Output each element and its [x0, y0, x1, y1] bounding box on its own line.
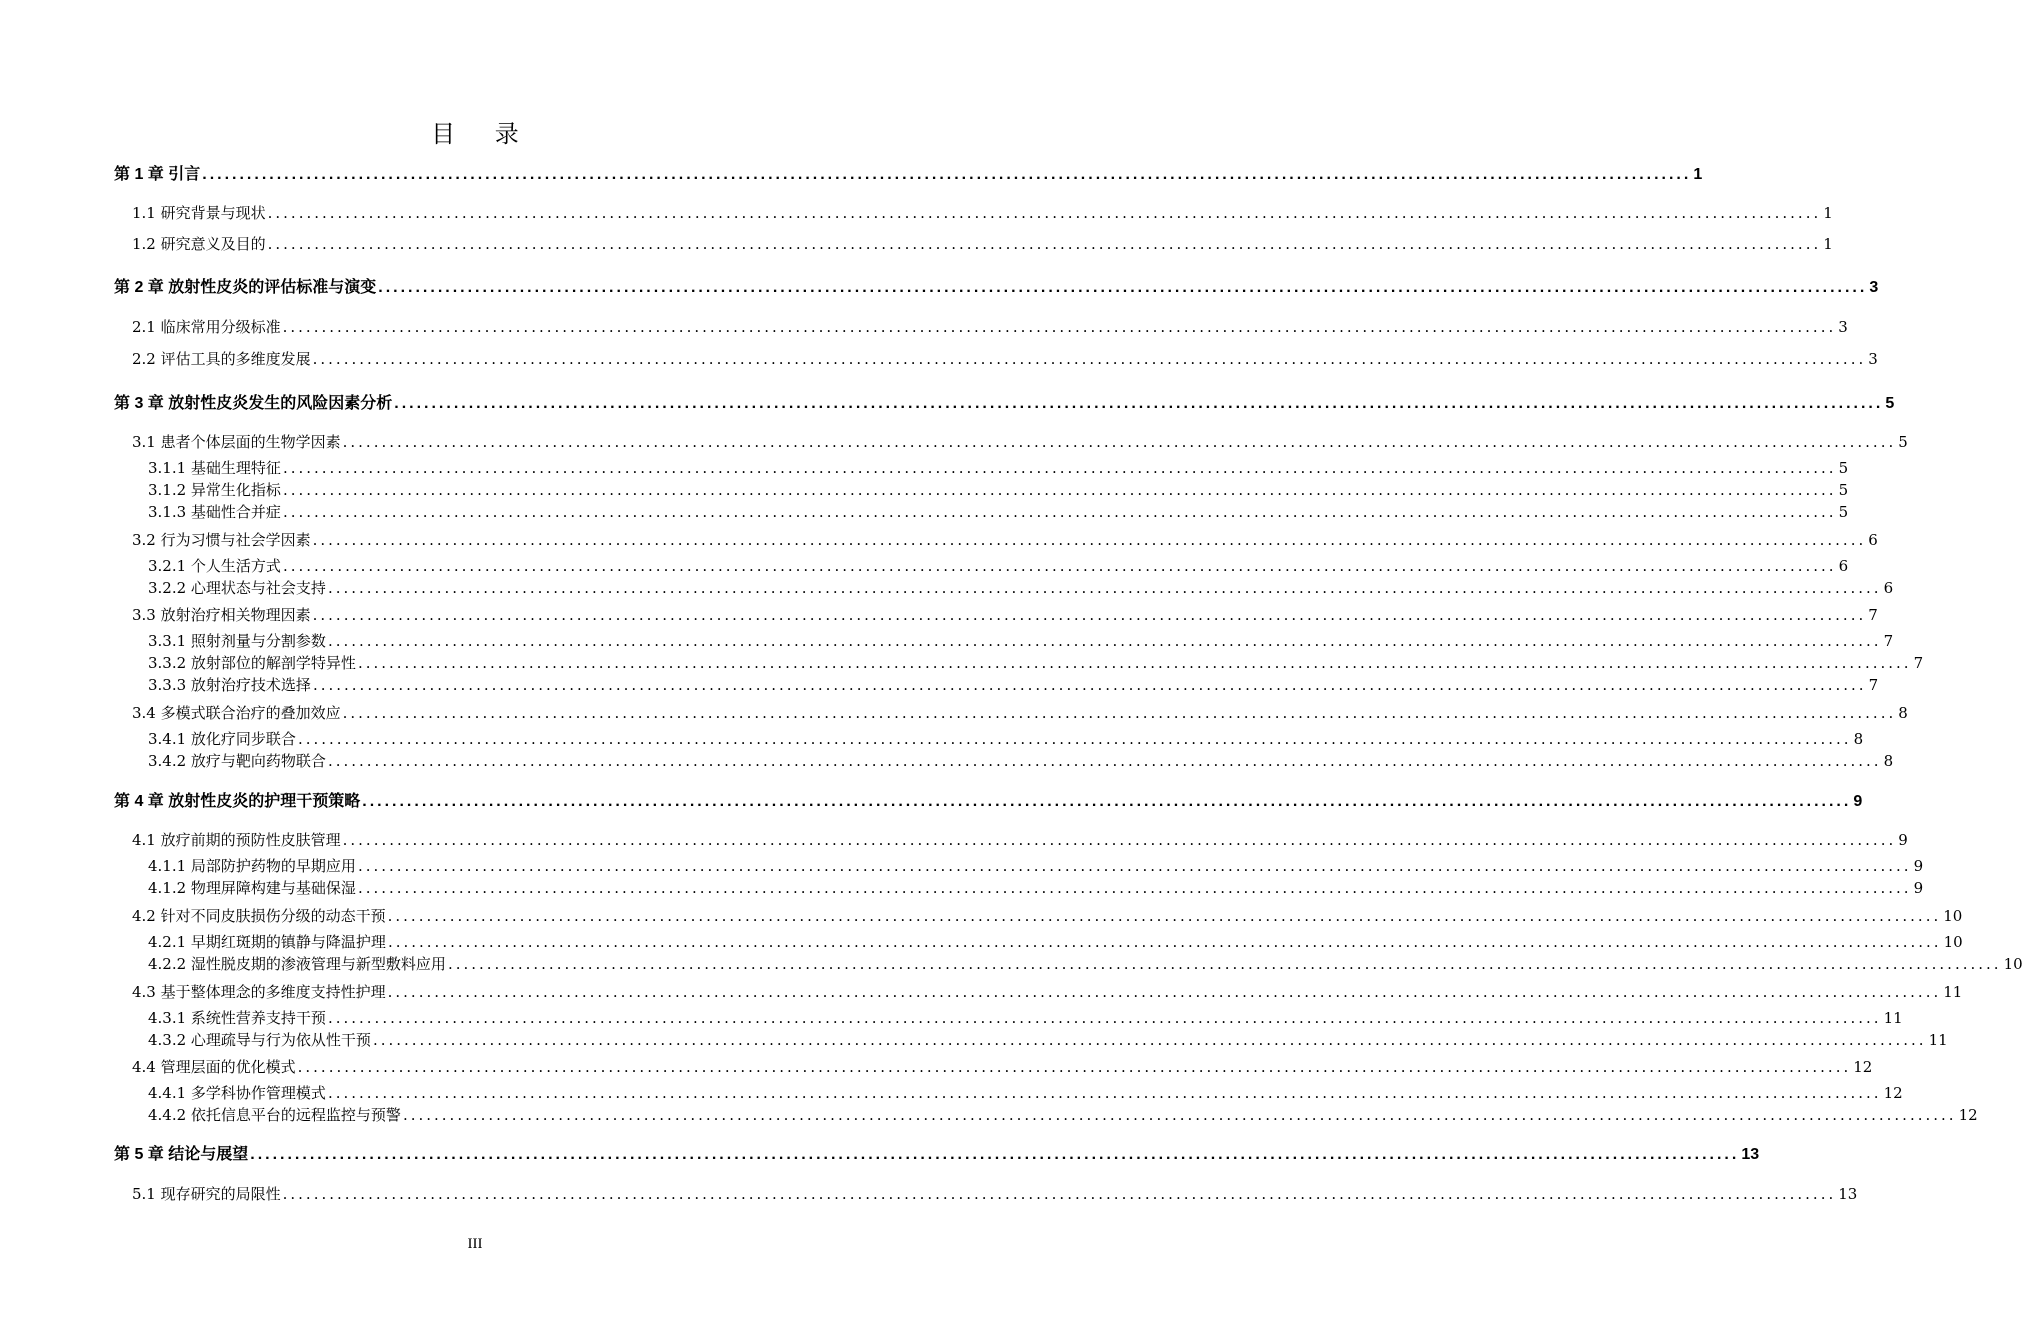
toc-leader-dots: ........................................................................................................................................................................................................ [312, 350, 1867, 368]
toc-entry-level2[interactable] [132, 1056, 1873, 1077]
toc-entry-page-number: 12 [1883, 1084, 1903, 1102]
toc-leader-dots: ........................................................................................................................................................................................................ [312, 531, 1867, 549]
toc-entry-label: 第 4 章 放射性皮炎的护理干预策略 [114, 793, 361, 810]
toc-entry-label: 2.2 评估工具的多维度发展 [132, 350, 311, 368]
toc-entry-level3[interactable] [148, 501, 1849, 522]
toc-entry-page-number: 5 [1898, 433, 1908, 451]
toc-entry-page-number: 10 [1943, 933, 1963, 951]
page-title: 目 录 [431, 120, 535, 148]
toc-entry-page-number: 6 [1883, 579, 1894, 597]
toc-entry-level3[interactable] [148, 1082, 1903, 1103]
toc-entry-page-number: 11 [1943, 983, 1963, 1001]
toc-entry-label: 第 1 章 引言 [114, 166, 201, 183]
toc-entry-page-number: 6 [1838, 557, 1849, 575]
toc-entry-page-number: 7 [1913, 654, 1924, 672]
toc-entry-level3[interactable] [148, 1029, 1948, 1050]
toc-leader-dots: ........................................................................................................................................................................................................ [357, 654, 1912, 672]
toc-entry-label: 1.1 研究背景与现状 [132, 204, 266, 222]
toc-entry-page-number: 8 [1853, 730, 1864, 748]
toc-leader-dots: ........................................................................................................................................................................................................ [402, 1106, 1957, 1124]
toc-entry-page-number: 5 [1838, 459, 1849, 477]
toc-entry-label: 4.1.2 物理屏障构建与基础保湿 [148, 879, 356, 897]
toc-entry-level3[interactable] [148, 630, 1894, 651]
toc-entry-label: 4.2.2 湿性脱皮期的渗液管理与新型敷料应用 [148, 955, 446, 973]
toc-leader-dots: ........................................................................................................................................................................................................ [342, 433, 1897, 451]
toc-entry-page-number: 10 [1943, 907, 1963, 925]
toc-entry-label: 2.1 临床常用分级标准 [132, 318, 281, 336]
toc-entry-label: 3.2.1 个人生活方式 [148, 557, 281, 575]
toc-leader-dots: ........................................................................................................................................................................................................ [387, 933, 1942, 951]
toc-leader-dots: ........................................................................................................................................................................................................ [282, 318, 1837, 336]
toc-entry-label: 3.3.3 放射治疗技术选择 [148, 676, 311, 694]
toc-entry-label: 4.2.1 早期红斑期的镇静与降温护理 [148, 933, 386, 951]
toc-entry-level2[interactable] [132, 829, 1908, 850]
toc-entry-page-number: 12 [1958, 1106, 1978, 1124]
toc-entry-level3[interactable] [148, 1104, 1978, 1125]
toc-entry-label: 3.4 多模式联合治疗的叠加效应 [132, 704, 341, 722]
toc-leader-dots: ........................................................................................................................................................................................................ [327, 752, 1882, 770]
toc-entry-level2[interactable] [132, 604, 1878, 625]
toc-entry-level3[interactable] [148, 479, 1849, 500]
toc-entry-label: 4.2 针对不同皮肤损伤分级的动态干预 [132, 907, 386, 925]
toc-entry-level3[interactable] [148, 953, 2023, 974]
toc-entry-level3[interactable] [148, 457, 1849, 478]
toc-entry-page-number: 5 [1838, 503, 1849, 521]
toc-entry-level3[interactable] [148, 855, 1924, 876]
toc-entry-level3[interactable] [148, 931, 1963, 952]
toc-entry-page-number: 9 [1898, 831, 1908, 849]
toc-entry-level2[interactable] [132, 431, 1908, 452]
toc-entry-level1[interactable] [114, 274, 1879, 297]
toc-entry-page-number: 10 [2003, 955, 2023, 973]
toc-leader-dots: ........................................................................................................................................................................................................ [327, 1009, 1882, 1027]
toc-leader-dots: ........................................................................................................................................................................................................ [372, 1031, 1927, 1049]
toc-entry-level3[interactable] [148, 750, 1894, 771]
toc-leader-dots: ........................................................................................................................................................................................................ [387, 983, 1942, 1001]
toc-entry-page-number: 3 [1838, 318, 1848, 336]
toc-entry-page-number: 3 [1869, 279, 1879, 296]
toc-entry-level1[interactable] [114, 788, 1863, 811]
toc-entry-page-number: 6 [1868, 531, 1878, 549]
toc-entry-page-number: 13 [1838, 1185, 1858, 1203]
toc-leader-dots: ........................................................................................................................................................................................................ [394, 395, 1884, 412]
toc-entry-page-number: 1 [1693, 166, 1703, 183]
toc-leader-dots: ........................................................................................................................................................................................................ [282, 481, 1837, 499]
toc-entry-label: 4.1.1 局部防护药物的早期应用 [148, 857, 356, 875]
toc-entry-label: 3.2 行为习惯与社会学因素 [132, 531, 311, 549]
toc-entry-page-number: 7 [1868, 606, 1878, 624]
toc-leader-dots: ........................................................................................................................................................................................................ [342, 704, 1897, 722]
toc-entry-level3[interactable] [148, 555, 1849, 576]
toc-entry-label: 3.4.1 放化疗同步联合 [148, 730, 296, 748]
toc-leader-dots: ........................................................................................................................................................................................................ [342, 831, 1897, 849]
toc-entry-label: 第 2 章 放射性皮炎的评估标准与演变 [114, 279, 377, 296]
toc-entry-label: 4.4 管理层面的优化模式 [132, 1058, 296, 1076]
toc-entry-label: 第 5 章 结论与展望 [114, 1146, 249, 1163]
toc-entry-level2[interactable] [132, 905, 1963, 926]
toc-entry-level2[interactable] [132, 233, 1833, 254]
toc-entry-level2[interactable] [132, 981, 1963, 1002]
toc-leader-dots: ........................................................................................................................................................................................................ [378, 279, 1868, 296]
toc-leader-dots: ........................................................................................................................................................................................................ [282, 503, 1837, 521]
toc-entry-label: 4.1 放疗前期的预防性皮肤管理 [132, 831, 341, 849]
toc-leader-dots: ........................................................................................................................................................................................................ [327, 579, 1882, 597]
toc-entry-label: 3.1 患者个体层面的生物学因素 [132, 433, 341, 451]
toc-entry-label: 3.1.2 异常生化指标 [148, 481, 281, 499]
toc-leader-dots: ........................................................................................................................................................................................................ [387, 907, 1942, 925]
toc-entry-level2[interactable] [132, 202, 1833, 223]
toc-entry-level1[interactable] [114, 1141, 1760, 1164]
toc-entry-label: 1.2 研究意义及目的 [132, 235, 266, 253]
page-number-footer: III [467, 1236, 483, 1252]
toc-entry-page-number: 11 [1928, 1031, 1948, 1049]
toc-entry-level1[interactable] [114, 161, 1703, 184]
toc-leader-dots: ........................................................................................................................................................................................................ [267, 204, 1822, 222]
toc-leader-dots: ........................................................................................................................................................................................................ [447, 955, 2002, 973]
toc-entry-label: 3.1.3 基础性合并症 [148, 503, 281, 521]
toc-entry-label: 4.4.2 依托信息平台的远程监控与预警 [148, 1106, 401, 1124]
toc-entry-page-number: 1 [1823, 204, 1833, 222]
toc-entry-level2[interactable] [132, 316, 1848, 337]
toc-entry-label: 3.3.2 放射部位的解剖学特异性 [148, 654, 356, 672]
toc-entry-page-number: 7 [1883, 632, 1894, 650]
toc-entry-page-number: 1 [1823, 235, 1833, 253]
toc-entry-page-number: 5 [1885, 395, 1895, 412]
toc-entry-page-number: 5 [1838, 481, 1849, 499]
toc-entry-label: 3.2.2 心理状态与社会支持 [148, 579, 326, 597]
toc-entry-page-number: 8 [1883, 752, 1894, 770]
toc-entry-page-number: 11 [1883, 1009, 1903, 1027]
toc-entry-page-number: 8 [1898, 704, 1908, 722]
toc-leader-dots: ........................................................................................................................................................................................................ [357, 879, 1912, 897]
toc-entry-page-number: 12 [1853, 1058, 1873, 1076]
toc-leader-dots: ........................................................................................................................................................................................................ [282, 459, 1837, 477]
toc-leader-dots: ........................................................................................................................................................................................................ [250, 1146, 1740, 1163]
toc-entry-level1[interactable] [114, 390, 1895, 413]
toc-entry-level3[interactable] [148, 728, 1864, 749]
toc-leader-dots: ........................................................................................................................................................................................................ [312, 606, 1867, 624]
toc-entry-level3[interactable] [148, 674, 1879, 695]
toc-entry-label: 3.4.2 放疗与靶向药物联合 [148, 752, 326, 770]
toc-leader-dots: ........................................................................................................................................................................................................ [282, 1185, 1837, 1203]
toc-entry-level2[interactable] [132, 348, 1878, 369]
toc-entry-level2[interactable] [132, 702, 1908, 723]
toc-entry-page-number: 9 [1913, 857, 1924, 875]
toc-entry-level2[interactable] [132, 1183, 1858, 1204]
toc-entry-label: 3.3.1 照射剂量与分割参数 [148, 632, 326, 650]
toc-entry-label: 3.3 放射治疗相关物理因素 [132, 606, 311, 624]
toc-leader-dots: ........................................................................................................................................................................................................ [362, 793, 1852, 810]
toc-entry-label: 第 3 章 放射性皮炎发生的风险因素分析 [114, 395, 393, 412]
toc-entry-label: 5.1 现存研究的局限性 [132, 1185, 281, 1203]
toc-entry-page-number: 7 [1868, 676, 1879, 694]
toc-entry-page-number: 9 [1913, 879, 1924, 897]
toc-leader-dots: ........................................................................................................................................................................................................ [327, 632, 1882, 650]
toc-entry-label: 3.1.1 基础生理特征 [148, 459, 281, 477]
toc-leader-dots: ........................................................................................................................................................................................................ [282, 557, 1837, 575]
toc-leader-dots: ........................................................................................................................................................................................................ [327, 1084, 1882, 1102]
toc-entry-page-number: 3 [1868, 350, 1878, 368]
toc-leader-dots: ........................................................................................................................................................................................................ [297, 1058, 1852, 1076]
toc-leader-dots: ........................................................................................................................................................................................................ [267, 235, 1822, 253]
toc-entry-page-number: 9 [1853, 793, 1863, 810]
toc-entry-label: 4.3 基于整体理念的多维度支持性护理 [132, 983, 386, 1001]
toc-entry-page-number: 13 [1741, 1146, 1760, 1163]
toc-entry-label: 4.3.2 心理疏导与行为依从性干预 [148, 1031, 371, 1049]
toc-leader-dots: ........................................................................................................................................................................................................ [312, 676, 1867, 694]
toc-entry-level3[interactable] [148, 877, 1924, 898]
toc-entry-level3[interactable] [148, 577, 1894, 598]
toc-leader-dots: ........................................................................................................................................................................................................ [202, 166, 1692, 183]
toc-leader-dots: ........................................................................................................................................................................................................ [357, 857, 1912, 875]
toc-entry-label: 4.4.1 多学科协作管理模式 [148, 1084, 326, 1102]
toc-entry-level3[interactable] [148, 1007, 1903, 1028]
toc-entry-level2[interactable] [132, 529, 1878, 550]
toc-leader-dots: ........................................................................................................................................................................................................ [297, 730, 1852, 748]
toc-entry-level3[interactable] [148, 652, 1924, 673]
toc-entry-label: 4.3.1 系统性营养支持干预 [148, 1009, 326, 1027]
